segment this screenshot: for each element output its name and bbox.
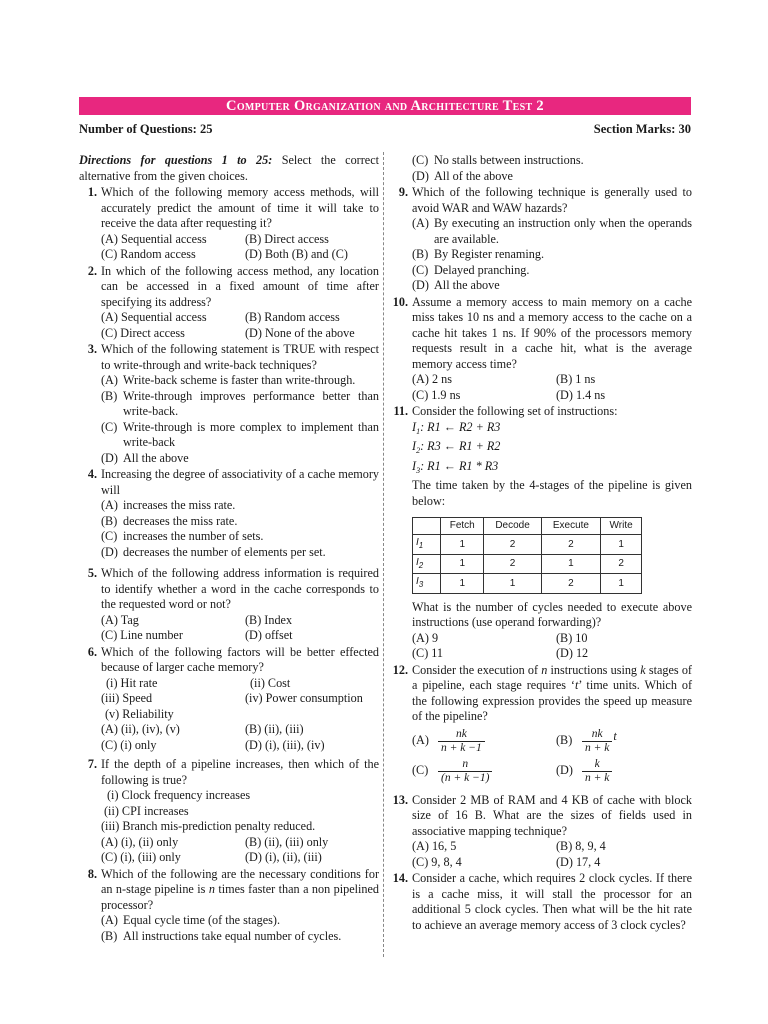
question-5-options [79,613,379,644]
option-b: (B) $\frac{nk}{n + k}$ t [556,727,617,754]
question-8 [79,867,379,914]
question-4 [79,467,379,498]
table-header-row [413,518,642,535]
question-text-a: Consider the execution of [412,662,542,677]
question-14 [390,871,692,933]
row-label: $I_3$ [413,574,441,594]
statement-i: (i) Clock frequency increases [107,788,251,802]
question-text-3: What is the number of cycles needed to execute above instructions (use operand forwarding)? [412,599,692,629]
option-d: (D) $\frac{k}{n + k}$ [556,758,612,785]
factor-ii: (ii) Cost [250,675,291,690]
option-b: (B) 1 ns [556,372,596,386]
option-d: (D) Both (B) and (C) [245,247,348,261]
table-cell: 1 [601,574,642,594]
table-cell: 1 [441,554,484,574]
question-number: 5. [87,566,97,580]
option-a: (A) Write-back scheme is faster than write-through. [101,373,356,387]
question-8-options [79,913,379,944]
fraction: $\frac{n}{(n + k -1)}$ [438,758,492,785]
question-number: 6. [87,644,97,659]
question-text: Which of the following technique is generally used to avoid WAR and WAW hazards? [412,185,692,215]
question-text: If the depth of a pipeline increases, then which of the following is true? [101,757,379,787]
option-d: (D) None of the above [245,325,355,340]
option-d: (D) 17, 4 [556,854,601,869]
row-label: $I_2$ [413,554,441,574]
option-a: (A) By executing an instruction only when the operands are available. [412,216,692,246]
table-corner [413,518,441,535]
section-marks: Section Marks: 30 [593,122,691,136]
question-text: Increasing the degree of associativity of a cache memory will [101,467,379,497]
question-number: 9. [398,185,408,199]
option-b: (B) Index [245,612,293,627]
question-11-instructions [390,420,692,662]
option-c: (C) No stalls between instructions. [412,153,584,167]
question-12 [390,663,692,725]
question-text-a: Which of the following are the necessary conditions for an n-stage pipeline is [101,866,379,896]
option-b: (B) All instructions take equal number of cycles. [101,928,342,943]
question-10-options [390,372,692,403]
directions-text: Select the correct alternative from the given choices. [79,153,380,183]
question-text: Which of the following factors will be better effected because of larger cache memory? [101,644,379,674]
left-column [79,153,379,944]
table-header: Decode [484,518,541,535]
instruction-2: $I_2$: R3 ← R1 + R2 [412,439,501,455]
table-row [413,554,642,574]
table-cell: 1 [541,554,601,574]
question-text: Consider 2 MB of RAM and 4 KB of cache with block size of 16 B. What are the sizes of fields used in associative mapping technique? [412,792,692,838]
question-text-d: ’ time units. Which of the following expression provides the speed up measure of the pipeline? [412,678,693,723]
instruction-1: $I_1$: R1 ← R2 + R3 [412,419,501,436]
option-a: (A) Sequential access [101,310,207,324]
table-cell: 2 [484,535,541,555]
question-3-options [79,373,379,466]
option-a: (A) $\frac{nk}{n + k -1}$ [412,728,556,755]
option-a: (A) (i), (ii) only [101,834,179,849]
question-13-options [390,839,692,870]
question-text: Consider the following set of instructions: [412,404,618,418]
question-number: 2. [87,263,97,278]
table-row [413,574,642,594]
right-column [390,153,692,933]
table-cell: 1 [484,574,541,594]
question-9-options [390,216,692,294]
option-d: (D) All the above [101,450,189,465]
question-text-c: stages of a pipeline, each stage requires ‘ [412,662,692,692]
option-c: (C) (i), (iii) only [101,850,181,864]
question-text: Which of the following memory access methods, will accurately predict the amount of time it will take to receive the data after requesting it? [101,185,379,230]
fraction: $\frac{nk}{n + k}$ [582,728,612,755]
question-10 [390,295,692,373]
number-of-questions: Number of Questions: 25 [79,122,213,136]
question-7-options [79,788,379,866]
table-cell: 2 [541,535,601,555]
question-text-2: The time taken by the 4-stages of the pipeline is given below: [412,478,692,508]
table-header: Execute [541,518,601,535]
table-header: Write [601,518,642,535]
option-a: (A) 16, 5 [412,839,457,853]
question-number: 7. [87,757,97,771]
option-c: (C) increases the number of sets. [101,529,264,543]
option-d: (D) All the above [412,278,500,292]
table-cell: 1 [441,574,484,594]
question-number: 8. [87,866,97,881]
option-a: (A) increases the miss rate. [101,498,236,512]
statement-iii: (iii) Branch mis-prediction penalty reduced. [101,819,316,833]
table-cell: 2 [541,574,601,594]
option-a: (A) Sequential access [101,231,207,246]
option-d: (D) 12 [556,646,589,660]
directions-lead: Directions for questions 1 to 25: [79,153,273,167]
question-2 [79,264,379,311]
option-b: (B) By Register renaming. [412,247,545,261]
question-11 [390,404,692,420]
factor-i: (i) Hit rate [106,675,158,690]
option-d: (D) (i), (ii), (iii) [245,850,322,864]
table-cell: 1 [441,535,484,555]
question-9 [390,185,692,216]
fraction: $\frac{nk}{n + k -1}$ [438,728,485,755]
table-cell: 1 [601,535,642,555]
option-a: (A) (ii), (iv), (v) [101,722,180,736]
question-number: 4. [87,467,97,481]
table-cell: 2 [484,554,541,574]
question-3 [79,342,379,373]
question-var-n: n [208,882,215,896]
option-b: (B) 8, 9, 4 [556,839,606,853]
question-var-n: n [541,662,548,677]
option-c: (C) (i) only [101,737,157,752]
question-number: 1. [87,185,97,199]
question-var-t: t [574,678,579,692]
option-c: (C) Write-through is more complex to implement than write-back [101,419,379,449]
option-c: (C) 11 [412,646,444,660]
instruction-3: $I_3$: R1 ← R1 * R3 [412,458,499,475]
option-c: (C) 1.9 ns [412,387,461,402]
question-1-options [79,232,379,263]
option-c: (C) Direct access [101,325,185,340]
question-7 [79,757,379,788]
option-b: (B) (ii), (iii) only [245,834,329,849]
question-8-options-cont [390,153,692,184]
question-6 [79,645,379,676]
table-cell: 2 [601,554,642,574]
question-number: 10. [392,294,408,309]
option-c: (C) 9, 8, 4 [412,854,462,869]
question-text-b: times faster than a non pipelined processor? [101,882,379,912]
question-number: 11. [393,404,408,418]
question-number: 12. [392,662,408,677]
question-1 [79,185,379,232]
option-b: (B) (ii), (iii) [245,722,304,736]
test-title: Computer Organization and Architecture Test 2 [79,97,691,115]
option-d: (D) offset [245,628,293,642]
table-row [413,535,642,555]
question-number: 13. [392,792,408,807]
option-c: (C) Random access [101,247,196,261]
question-var-k: k [640,662,646,677]
option-b: (B) Direct access [245,231,329,246]
option-b: (B) decreases the miss rate. [101,513,238,528]
question-text-b: instructions using [547,662,641,677]
option-c: (C) $\frac{n}{(n + k -1)}$ [412,758,556,785]
question-13 [390,793,692,840]
question-number: 14. [392,871,408,885]
option-c: (C) Line number [101,628,183,642]
factor-iv: (iv) Power consumption [245,691,363,705]
directions [79,153,379,184]
question-text: Consider a cache, which requires 2 clock cycles. If there is a cache miss, it will stall the processor for an additional 5 clock cycles. Then what will be the hit rate to achieve an average memory access of 3 clock cycles? [412,871,692,932]
question-6-options [79,676,379,754]
question-12-options [390,728,692,785]
option-d: (D) All of the above [412,168,513,183]
option-b: (B) Write-through improves performance better than write-back. [101,388,379,418]
row-label: $I_1$ [413,535,441,555]
option-a: (A) 9 [412,630,439,645]
question-text: Assume a memory access to main memory on a cache miss takes 10 ns and a memory access to the cache on a cache hit takes 1 ns. If 90% of the processors memory requests result in a cache hit, what is the average memory access time? [412,294,692,371]
question-5 [79,566,379,613]
factor-iii: (iii) Speed [101,691,153,705]
option-c: (C) Delayed pranching. [412,262,530,277]
question-4-options [79,498,379,560]
question-text: In which of the following access method, any location can be accessed in a fixed amount of time after specifying its address? [101,263,379,309]
option-d: (D) (i), (iii), (iv) [245,737,325,752]
factor-v: (v) Reliability [105,706,174,721]
option-a: (A) 2 ns [412,372,452,386]
question-text: Which of the following statement is TRUE with respect to write-through and write-back techniques? [101,342,379,372]
question-2-options [79,310,379,341]
option-b: (B) 10 [556,630,588,645]
option-a: (A) Equal cycle time (of the stages). [101,913,281,927]
question-number: 3. [87,342,97,356]
question-text: Which of the following address information is required to identify whether a word in the cache corresponds to the requested word or not? [101,566,379,611]
fraction: $\frac{k}{n + k}$ [582,758,612,785]
option-a: (A) Tag [101,612,139,627]
option-b: (B) Random access [245,310,340,324]
option-d: (D) 1.4 ns [556,387,606,402]
table-header: Fetch [441,518,484,535]
pipeline-stage-table [412,517,642,594]
statement-ii: (ii) CPI increases [104,803,189,818]
column-divider [383,152,384,957]
option-d: (D) decreases the number of elements per set. [101,544,326,559]
